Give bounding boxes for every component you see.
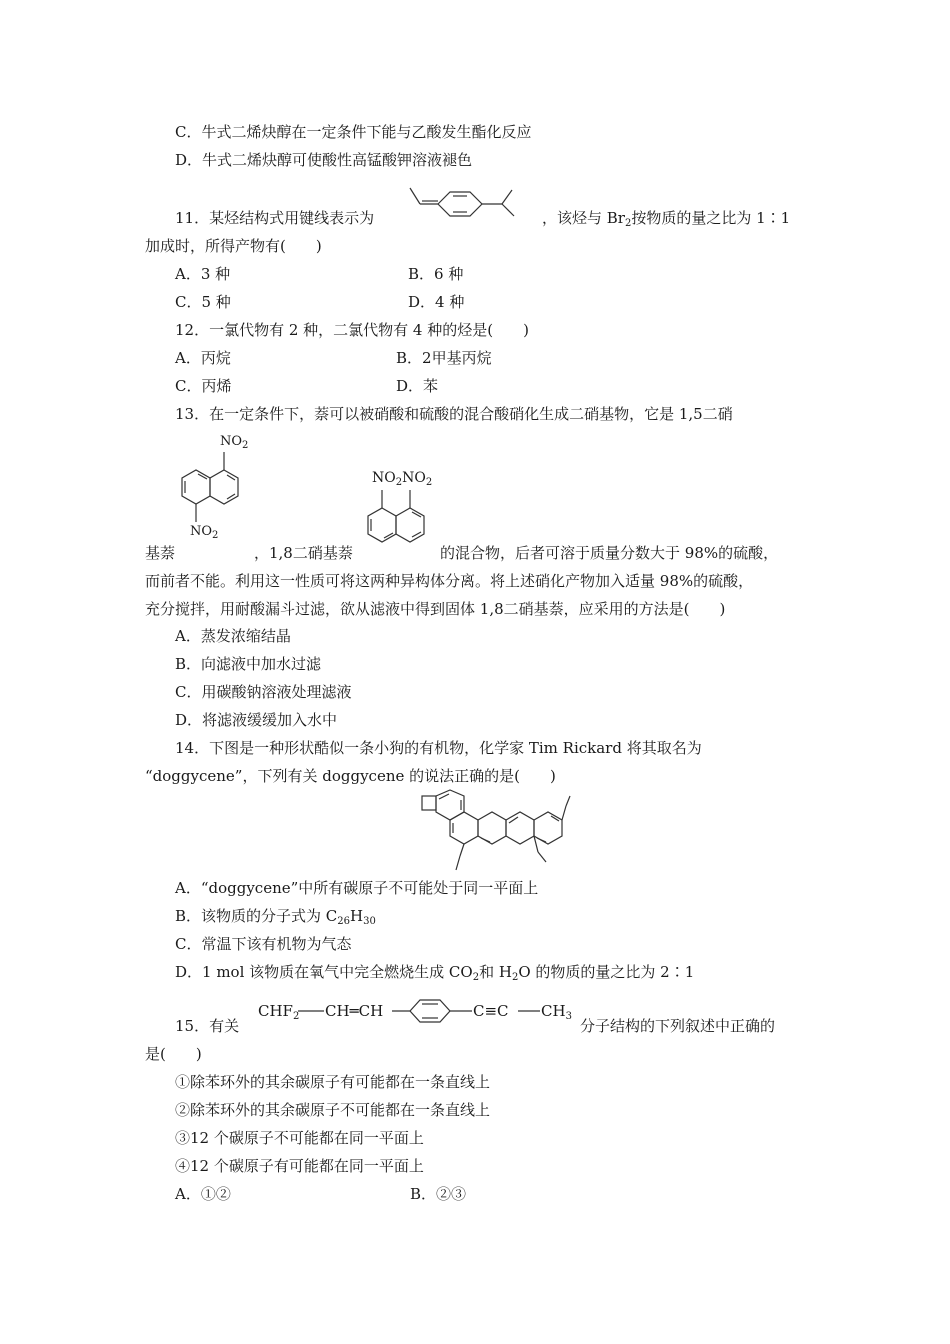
- q15-stem-line2: 是( ): [145, 1045, 202, 1063]
- q13-option-a: A．蒸发浓缩结晶: [175, 627, 291, 645]
- q13-no2-bottom-sub: 2: [212, 530, 219, 541]
- q13-stem-line4: 充分搅拌，用耐酸漏斗过滤，欲从滤液中得到固体 1,8二硝基萘，应采用的方法是( ): [145, 600, 726, 618]
- q12-option-b: B．2甲基丙烷: [396, 349, 492, 367]
- q11-stem-pre: 11．某烃结构式用键线表示为: [175, 209, 375, 227]
- q13-option-b: B．向滤液中加水过滤: [175, 655, 322, 673]
- q11-option-c: C．5 种: [175, 293, 231, 311]
- q14-option-b: [175, 906, 376, 926]
- q10-option-d: D．牛式二烯炔醇可使酸性高锰酸钾溶液褪色: [175, 151, 473, 169]
- q10-option-c: C．牛式二烯炔醇在一定条件下能与乙酸发生酯化反应: [175, 123, 532, 141]
- q14-option-b-pre: B．该物质的分子式为 C: [175, 907, 338, 925]
- q13-no2-pair-sub-b: 2: [425, 477, 433, 488]
- q15-option-a: A．①②: [175, 1185, 231, 1203]
- q14-option-d-post: O 的物质的量之比为 2∶1: [518, 963, 695, 981]
- q13-no2-pair-b: NO: [402, 470, 426, 486]
- q14-stem-line2: “doggycene”，下列有关 doggycene 的说法正确的是( ): [145, 767, 556, 785]
- q11-br-sub: 2: [624, 218, 632, 229]
- q15-chf-sub: 2: [292, 1011, 300, 1022]
- q11-stem-post: [542, 208, 790, 228]
- q12-option-d: D．苯: [396, 377, 439, 395]
- q15-ch3-sub: 3: [565, 1011, 572, 1022]
- q15-formula-right: C≡C: [473, 1002, 509, 1020]
- q12-stem: 12．一氯代物有 2 种，二氯代物有 4 种的烃是( ): [175, 321, 529, 339]
- q13-no2-pair: [372, 470, 432, 486]
- q15-item-1: ①除苯环外的其余碳原子有可能都在一条直线上: [175, 1073, 491, 1091]
- q13-label-18: ，1,8二硝基萘: [254, 544, 353, 562]
- q14-option-a: A．“doggycene”中所有碳原子不可能处于同一平面上: [175, 879, 539, 897]
- q11-text-b: 按物质的量之比为 1∶1: [631, 209, 791, 227]
- q15-item-3: ③12 个碳原子不可能都在同一平面上: [175, 1129, 424, 1147]
- q15-option-b: B．②③: [410, 1185, 467, 1203]
- q14-option-b-c: 26: [337, 916, 351, 927]
- q13-option-c: C．用碳酸钠溶液处理滤液: [175, 683, 352, 701]
- q13-no2-pair-a: NO: [372, 470, 396, 486]
- q14-doggycene-structure: [420, 792, 570, 874]
- q15-formula-end: [541, 1002, 572, 1020]
- q15-ch3: CH: [541, 1002, 566, 1020]
- q14-option-d-h2o: 2: [511, 972, 519, 983]
- q13-label-base-naph: 基萘: [145, 544, 176, 562]
- q12-option-a: A．丙烷: [175, 349, 231, 367]
- q14-option-b-hsub: 30: [363, 916, 376, 927]
- q13-no2-bottom: [190, 524, 218, 539]
- q11-option-d: D．4 种: [408, 293, 465, 311]
- q13-no2-top-sub: 2: [242, 440, 249, 451]
- q11-text-a: ，该烃与 Br: [542, 209, 625, 227]
- q14-option-d: [175, 962, 694, 982]
- q13-option-d: D．将滤液缓缓加入水中: [175, 711, 338, 729]
- q14-option-b-h: H: [350, 907, 364, 925]
- q14-option-c: C．常温下该有机物为气态: [175, 935, 352, 953]
- q14-option-d-mid: 和 H: [479, 963, 512, 981]
- q13-stem-line1: 13．在一定条件下，萘可以被硝酸和硫酸的混合酸硝化生成二硝基物，它是 1,5二硝: [175, 405, 733, 423]
- q13-stem-line3: 而前者不能。利用这一性质可将这两种异构体分离。将上述硝化产物加入适量 98%的硫酸，: [145, 572, 754, 590]
- q15-chf: CHF: [258, 1002, 293, 1020]
- q15-item-2: ②除苯环外的其余碳原子不可能都在一条直线上: [175, 1101, 491, 1119]
- q11-option-a: A．3 种: [175, 265, 231, 283]
- q15-item-4: ④12 个碳原子有可能都在同一平面上: [175, 1157, 424, 1175]
- q15-structural-formula: [258, 996, 578, 1032]
- q13-no2-top-text: NO: [220, 434, 243, 449]
- q13-no2-pair-sub-a: 2: [395, 477, 403, 488]
- q14-stem-line1: 14．下图是一种形状酷似一条小狗的有机物，化学家 Tim Rickard 将其取名为: [175, 739, 702, 757]
- q13-no2-bottom-text: NO: [190, 524, 213, 539]
- q12-option-c: C．丙烯: [175, 377, 232, 395]
- q15-stem-post: 分子结构的下列叙述中正确的: [580, 1017, 776, 1035]
- q15-stem-pre: 15．有关: [175, 1017, 240, 1035]
- q13-no2-top: [220, 434, 248, 449]
- q14-option-d-pre: D．1 mol 该物质在氧气中完全燃烧生成 CO: [175, 963, 473, 981]
- q13-stem-line2-post: 的混合物，后者可溶于质量分数大于 98%的硫酸，: [440, 544, 779, 562]
- q15-formula-mid: CH═CH: [325, 1002, 384, 1020]
- q11-skeletal-structure: [410, 186, 538, 228]
- q11-option-b: B．6 种: [408, 265, 464, 283]
- q14-option-d-co2: 2: [472, 972, 480, 983]
- q11-stem-line2: 加成时，所得产物有( ): [145, 237, 322, 255]
